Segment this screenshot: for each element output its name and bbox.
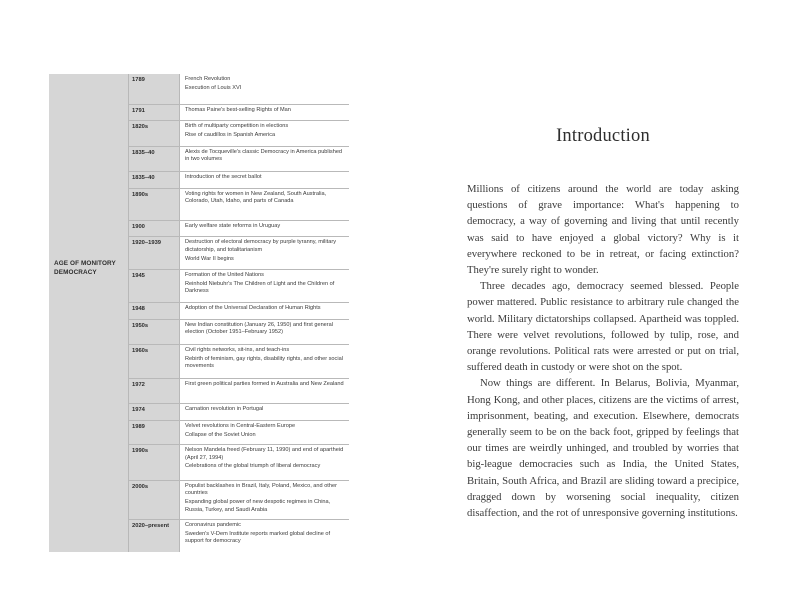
- row-events: [180, 270, 349, 302]
- event-text: Populist backlashes in Brazil, Italy, Poland, Mexico, and other countries: [185, 483, 337, 497]
- table-row: [129, 320, 349, 345]
- row-events: [180, 105, 349, 121]
- table-row: [129, 303, 349, 320]
- event-text: Collapse of the Soviet Union: [185, 431, 256, 438]
- row-year: 1945: [129, 270, 180, 302]
- table-row: [129, 520, 349, 552]
- table-row: [129, 121, 349, 146]
- row-events: [180, 147, 349, 171]
- event-text: Rebirth of feminism, gay rights, disability rights, and other social movements: [185, 355, 343, 370]
- row-year: 1950s: [129, 320, 180, 344]
- row-year: 1990s: [129, 445, 180, 480]
- event-text: New Indian constitution (January 26, 1950) and first general election (October 1951–February 1952): [185, 321, 334, 336]
- event-text: Carnation revolution in Portugal: [185, 406, 264, 413]
- event-text: Rise of caudillos in Spanish America: [185, 132, 276, 139]
- intro-body: [467, 181, 739, 521]
- event-text: Nelson Mandela freed (February 11, 1990) and end of apartheid (April 27, 1994): [185, 447, 344, 461]
- row-year: 2000s: [129, 481, 180, 519]
- row-year: 1972: [129, 379, 180, 403]
- table-row: [129, 105, 349, 122]
- row-events: [180, 404, 349, 420]
- era-column: [49, 74, 128, 552]
- event-text: Early welfare state reforms in Uruguay: [185, 222, 281, 229]
- table-row: [129, 445, 349, 481]
- row-events: [180, 74, 349, 104]
- row-events: [180, 520, 349, 552]
- table-row: [129, 189, 349, 221]
- row-year: 1835–40: [129, 147, 180, 171]
- timeline-table: [49, 74, 349, 552]
- event-text: Celebrations of the global triumph of liberal democracy: [185, 463, 321, 470]
- table-row: [129, 481, 349, 520]
- row-year: 1835–40: [129, 172, 180, 188]
- event-text: Execution of Louis XVI: [185, 84, 242, 91]
- intro-paragraph: Now things are different. In Belarus, Bolivia, Myanmar, Hong Kong, and other places, citizens are the victims of arrest, imprisonment, beating, and execution. Elsewhere, democrats generally seem to be on the back foot, gripped by feelings that our times are weirdly unhinged, and troubled by worries that big-league democracies such as India, the United States, Britain, South Africa, and Brazil are sliding toward a precipice, dragged down by worsening social inequality, citizen disaffection, and the rot of unresponsive governing institutions.: [467, 377, 739, 520]
- event-text: Civil rights networks, sit-ins, and teach-ins: [185, 347, 290, 354]
- row-year: 1820s: [129, 121, 180, 145]
- row-events: [180, 221, 349, 237]
- row-events: [180, 445, 349, 480]
- event-text: Velvet revolutions in Central-Eastern Europe: [185, 423, 296, 430]
- row-year: 1789: [129, 74, 180, 104]
- table-row: [129, 147, 349, 172]
- event-text: Thomas Paine's best-selling Rights of Man: [185, 106, 291, 113]
- row-events: [180, 237, 349, 269]
- event-text: Sweden's V-Dem Institute reports marked global decline of support for democracy: [185, 531, 331, 545]
- table-row: [129, 74, 349, 105]
- intro-paragraph: Millions of citizens around the world are today asking questions of grave importance: What's happening to democracy, a way of governing and living that until recently was said to have enjoyed a global victory? Why is it everywhere reckoned to be in retreat, or facing extinction? They're surely right to wonder.: [467, 183, 739, 277]
- row-year: 1960s: [129, 345, 180, 378]
- row-year: 1920–1939: [129, 237, 180, 269]
- row-events: [180, 481, 349, 519]
- era-label: AGE OF MONITORY DEMOCRACY: [54, 260, 116, 276]
- row-events: [180, 379, 349, 403]
- row-year: 1974: [129, 404, 180, 420]
- intro-paragraph: Three decades ago, democracy seemed blessed. People power mattered. Public resistance to arbitrary rule changed the world. Military dictatorships collapsed. Apartheid was toppled. There were velvet revolutions, followed by tulip, rose, and orange revolutions. Political rats were arrested or put on trial, suffered death in custody or were shot on the spot.: [467, 280, 739, 374]
- row-events: [180, 172, 349, 188]
- table-row: [129, 237, 349, 270]
- row-year: 2020–present: [129, 520, 180, 552]
- event-text: Coronavirus pandemic: [185, 522, 241, 529]
- table-row: [129, 345, 349, 379]
- table-row: [129, 379, 349, 404]
- row-events: [180, 421, 349, 444]
- row-events: [180, 303, 349, 319]
- table-row: [129, 404, 349, 421]
- row-events: [180, 121, 349, 145]
- event-text: World War II begins: [185, 255, 234, 262]
- event-text: Expanding global power of new despotic regimes in China, Russia, Turkey, and Saudi Arabia: [185, 499, 331, 513]
- event-text: Introduction of the secret ballot: [185, 174, 262, 181]
- timeline-rows: [128, 74, 349, 552]
- event-text: Reinhold Niebuhr's The Children of Light and the Children of Darkness: [185, 280, 335, 295]
- row-year: 1948: [129, 303, 180, 319]
- event-text: Birth of multiparty competition in elections: [185, 123, 289, 130]
- page-title: Introduction: [556, 126, 650, 146]
- row-year: 1791: [129, 105, 180, 121]
- table-row: [129, 270, 349, 303]
- event-text: French Revolution: [185, 76, 231, 82]
- row-year: 1900: [129, 221, 180, 237]
- row-events: [180, 345, 349, 378]
- row-year: 1989: [129, 421, 180, 444]
- event-text: Alexis de Tocqueville's classic Democracy in America published in two volumes: [185, 148, 343, 163]
- event-text: Formation of the United Nations: [185, 272, 264, 279]
- row-events: [180, 189, 349, 220]
- row-events: [180, 320, 349, 344]
- row-year: 1890s: [129, 189, 180, 220]
- table-row: [129, 421, 349, 445]
- table-row: [129, 221, 349, 238]
- event-text: Destruction of electoral democracy by purple tyranny, military dictatorship, and totalitarianism: [185, 239, 336, 253]
- event-text: First green political parties formed in Australia and New Zealand: [185, 380, 344, 387]
- event-text: Adoption of the Universal Declaration of Human Rights: [185, 304, 321, 311]
- event-text: Voting rights for women in New Zealand, South Australia, Colorado, Utah, Idaho, and parts of Canada: [185, 190, 327, 205]
- table-row: [129, 172, 349, 189]
